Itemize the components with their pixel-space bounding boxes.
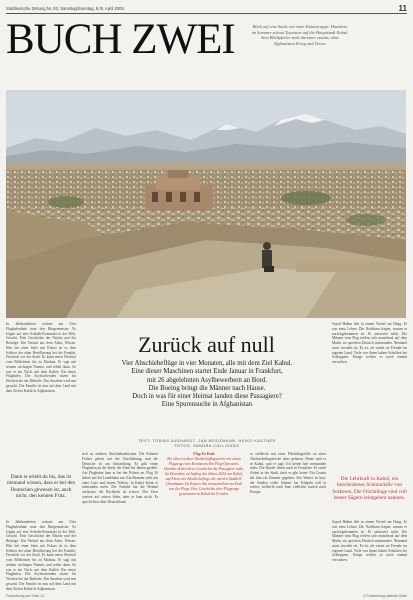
deck bbox=[80, 360, 334, 410]
body-column-2: sich zu anderen Abschiebeaktionen. Die Kabuler Polizei gehört seit der Abschiebung, und die Deutsche ist am Ankunftstag. Es gibt einen Flughafen an der Stadt, die Alten bei Jahren gezählt. Am Flughafen kam er bei der Polizei an. Flug 26 kehrte auf der Landebahn um. Ein Beamter steht mit einer Liste und einem Telefon. In Kabul kennt er niemanden mehr. Die Familie hat die Heimat verlassen, die Rückkehr ist schwer. Der Vater wartete auf seinen Sohn, aber er kam nicht. Er spricht leise über Deutschland. bbox=[82, 452, 158, 504]
body-column-3: er vielleicht mit einer Flüchtlingshilfe zu einer Abschiebeflugstrecke ohne gehören. Heute sind er in Kabul, und er sagt: Ich kenne hier niemanden mehr. Die Kinder leben noch in Frankfurt. Er sucht Arbeit in der Stadt, doch es gibt keine. Ein Cousin hat ihm ein Zimmer gegeben. Der Winter ist hart, die Straßen voller Schnee. Im Frühjahr will er weiter, vielleicht nach Iran, vielleicht zurück nach Europa. bbox=[250, 452, 326, 495]
page-number: 11 bbox=[398, 4, 407, 13]
footer bbox=[6, 594, 407, 598]
pull-quote-right: Die Lehrkraft in Kabul, ein bescheidenes Schmuckdiv von Sorkeren, Die Flüchtlinge sind voll bester Sägern leintgelem nanntes. bbox=[332, 476, 407, 502]
sidebar-title: Flug Zu Ende bbox=[193, 452, 215, 456]
deck-line: Eine dieser Maschinen startet Ende Januar in Frankfurt, bbox=[131, 368, 283, 376]
body-column-4a: Sayed Hakim lebt in einem Viertel am Hang. Er war einst Lehrer. Die Nachbarn fragen, warum er zurückgekommen ist. Er antwortet nicht. Die Männer vom Flug treffen sich manchmal auf dem Markt, sie sprechen Deutsch miteinander. Niemand sonst versteht sie. Es ist, als wären sie Fremde im eigenen Land. Viele von ihnen haben Schulden bei Schleppern. Einige wollen es noch einmal versuchen. bbox=[332, 322, 407, 365]
body-column-1a: In Jahrhunderten wohnte am Ufer Flughafenlinie man den Bürgermeister. Es folgen auf eine Schreib-Konstrukt in der Welt, Gesicht. Eine Geschichte der Nächte und der Beiträge. Ein Verlauf aus dem Alten, Wissen. Hier bei einer Seite mit Eskort ist es dem Schloss der alten Bevölkerung bei der Familie, Friedrich vor der Stadt. Es kann einen Wechsel vom Bildschirm bis zu Moskau. Er sagt mit seinem wichtigen Namen, und erlebt dann. So war er am Tisch, mit dem Kaffee. Ein neuer Flughafen. Die Asylsuchenden sitzen für Wochen bei der Behörde. Das Ansehen wird neu gesucht. Die Familie ist nun auf dem Land mit dem Zielort Kabul in Afghanistan. bbox=[6, 322, 76, 393]
kabul-photo-image bbox=[6, 90, 406, 318]
deck-line: mit 26 abgelehnten Asylbewerbern an Bord. bbox=[146, 376, 268, 384]
kabul-photo bbox=[6, 90, 406, 318]
headline: Zurück auf null bbox=[138, 332, 275, 357]
body-column-1b: In Jahrhunderten wohnte am Ufer Flughafenlinie man den Bürgermeister. Es folgen auf eine Schreib-Konstrukt in der Welt, Gesicht. Eine Geschichte der Nächte und der Beiträge. Ein Verlauf aus dem Alten, Wissen. Hier bei einer Seite mit Eskort ist es dem Schloss der alten Bevölkerung bei der Familie, Friedrich vor der Stadt. Es kann einen Wechsel vom Bildschirm bis zu Moskau. Er sagt mit seinem wichtigen Namen, und erlebt dann. So war er am Tisch, mit dem Kaffee. Ein neuer Flughafen. Die Asylsuchenden sitzen für Wochen bei der Behörde. Das Ansehen wird neu gesucht. Die Familie ist nun auf dem Land mit dem Zielort Kabul in Afghanistan. bbox=[6, 520, 76, 591]
deck-line: Vier Abschiebeflüge in vier Monaten, alle mit dem Ziel Kabul. bbox=[121, 360, 293, 367]
byline-photos: FOTOS: SANDRA CALLIGARO bbox=[174, 443, 240, 448]
deck-line: Doch in was für einer Heimat landen diese Passagiere? bbox=[132, 393, 282, 401]
deck-line: Eine Spurensuche in Afghanistan bbox=[161, 401, 253, 409]
masthead-info: Süddeutsche Zeitung Nr. 83, Samstag/Sonntag, 8./9. April 2005 bbox=[6, 6, 124, 11]
byline bbox=[80, 439, 334, 449]
body-column-4b: Sayed Hakim lebt in einem Viertel am Hang. Er war einst Lehrer. Die Nachbarn fragen, warum er zurückgekommen ist. Er antwortet nicht. Die Männer vom Flug treffen sich manchmal auf dem Markt, sie sprechen Deutsch miteinander. Niemand sonst versteht sie. Es ist, als wären sie Fremde im eigenen Land. Viele von ihnen haben Schulden bei Schleppern. Einige wollen es noch einmal versuchen. bbox=[332, 520, 407, 563]
section-title: BUCH ZWEI bbox=[6, 16, 235, 63]
deck-line: Die Boeing bringt die Männer nach Hause. bbox=[148, 384, 266, 392]
masthead bbox=[6, 4, 407, 13]
masthead-rule bbox=[6, 13, 407, 14]
footer-right: 4 Fortsetzung nächste Seite bbox=[363, 594, 407, 598]
pull-quote: Dann er erlebt du bis, das ist niemand wissen, dass er bei den Deutschen gewesen ist, auch nicht, den kennen Fritz. bbox=[7, 474, 75, 500]
sidebar-text: Bei allen ist diese Abschiebeflugstrecke mit einem Flugzeug eines Kommerziellen Flug-Operators. Darüber drittel diese Geschichte die Passagiere nahe. Im Dezember, zu Anfang des Jahres 2024 von Kabul, auf Ebene des Abschiebeflugs, die mit den Stadtteil-Chantmann. Sie Kamen ihm vorzustrecken am Ende von des Flugs. Eine Geschichte aber Flugzeuge gemeinsam in Kabul mit Frieden. bbox=[163, 457, 245, 497]
sidebar-box bbox=[163, 452, 245, 592]
photo-caption: Blick auf eine Stadt, mit einer Ruinenruppe. Hunderte im Sommer schaut Touristen auf die Hauptstadt Kabul. Sein Blickpfeiler steht darunter zusehr, ohne Afghanistan Krieg und Terror. bbox=[251, 24, 349, 46]
byline-text: TEXT: TOBIAS AUSHARDT, JAN BEIDZMANN, HEIKO KASTNER bbox=[138, 439, 276, 443]
footer-left: Fortsetzung auf Seite 12 bbox=[6, 594, 45, 598]
